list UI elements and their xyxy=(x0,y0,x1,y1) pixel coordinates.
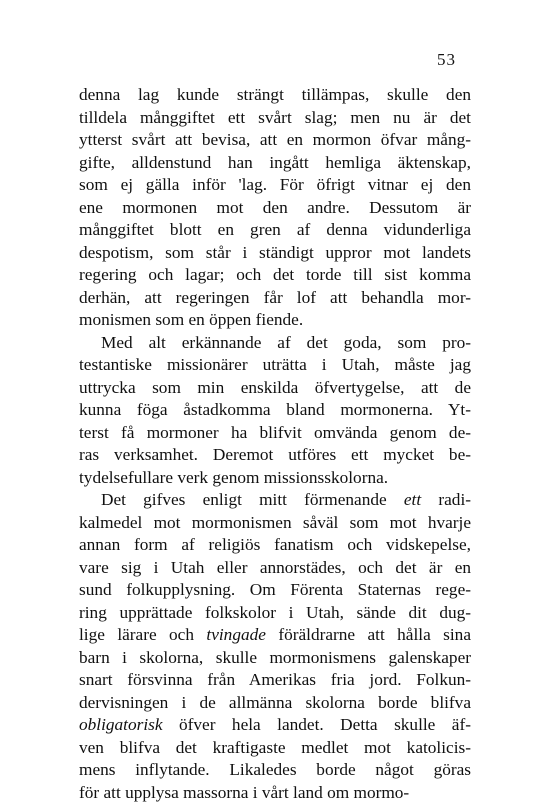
line-text-after: öfver hela landet. Detta skulle äf- xyxy=(179,715,471,734)
line-text: ras verksamhet. Deremot utföres ett mycket be- xyxy=(79,445,471,464)
line-text: ytterst svårt att bevisa, att en mormon öfvar mång- xyxy=(79,130,471,149)
text-line xyxy=(79,602,471,625)
text-line xyxy=(79,714,471,737)
text-line xyxy=(79,219,471,242)
text-line xyxy=(79,152,471,175)
emphasized-word: tvingade xyxy=(206,625,266,644)
line-text: vare sig i Utah eller annorstädes, och det är en xyxy=(79,558,471,577)
text-line xyxy=(79,489,471,512)
emphasized-word: ett xyxy=(404,490,421,509)
text-line xyxy=(79,377,471,400)
line-text: ene mormonen mot den andre. Dessutom är xyxy=(79,198,471,217)
paragraph xyxy=(79,332,471,490)
line-text: sund folkupplysning. Om Förenta Staternas rege- xyxy=(79,580,471,599)
text-line xyxy=(79,579,471,602)
text-line xyxy=(79,692,471,715)
line-text: regering och lagar; och det torde till sist komma xyxy=(79,265,471,284)
line-text: för att upplysa massorna i vårt land om mormo- xyxy=(79,783,409,802)
line-text: som ej gälla inför 'lag. För öfrigt vitnar ej den xyxy=(79,175,471,194)
line-text-after: radi- xyxy=(438,490,471,509)
text-line xyxy=(79,467,471,490)
text-line xyxy=(79,782,471,804)
text-line xyxy=(79,422,471,445)
text-line xyxy=(79,557,471,580)
line-text: annan form af religiös fanatism och vidskepelse, xyxy=(79,535,471,554)
text-line xyxy=(79,84,471,107)
text-line xyxy=(79,174,471,197)
line-text: terst få mormoner ha blifvit omvända genom de- xyxy=(79,423,471,442)
line-text: Med alt erkännande af det goda, som pro- xyxy=(101,333,471,352)
text-line xyxy=(79,264,471,287)
text-line xyxy=(79,624,471,647)
line-text: tilldela månggiftet ett svårt slag; men nu är det xyxy=(79,108,471,127)
line-text: barn i skolorna, skulle mormonismens galenskaper xyxy=(79,648,471,667)
line-text: ring upprättade folkskolor i Utah, sände dit dug- xyxy=(79,603,471,622)
line-text: tydelsefullare verk genom missionsskolorna. xyxy=(79,468,388,487)
line-text: snart försvinna från Amerikas fria jord. Folkun- xyxy=(79,670,471,689)
emphasized-word: obligatorisk xyxy=(79,715,163,734)
text-line xyxy=(79,309,471,332)
text-line xyxy=(79,129,471,152)
text-line xyxy=(79,287,471,310)
text-line xyxy=(79,534,471,557)
text-line xyxy=(79,399,471,422)
line-text-after: föräldrarne att hålla sina xyxy=(278,625,471,644)
paragraph xyxy=(79,84,471,332)
line-text: derhän, att regeringen får lof att behandla mor- xyxy=(79,288,471,307)
line-text: kalmedel mot mormonismen såväl som mot hvarje xyxy=(79,513,471,532)
line-text: kunna föga åstadkomma bland mormonerna. Yt- xyxy=(79,400,471,419)
line-text: testantiske missionärer uträtta i Utah, måste jag xyxy=(79,355,471,374)
text-line xyxy=(79,197,471,220)
line-text: denna lag kunde strängt tillämpas, skulle den xyxy=(79,85,471,104)
text-line xyxy=(79,332,471,355)
text-line xyxy=(79,444,471,467)
text-line xyxy=(79,107,471,130)
paragraph xyxy=(79,489,471,804)
line-text: despotism, som står i ständigt uppror mot landets xyxy=(79,243,471,262)
line-text: lige lärare och xyxy=(79,625,194,644)
line-text: uttrycka som min enskilda öfvertygelse, att de xyxy=(79,378,471,397)
text-line xyxy=(79,737,471,760)
line-text: mens inflytande. Likaledes borde något göras xyxy=(79,760,471,779)
text-line xyxy=(79,512,471,535)
text-line xyxy=(79,669,471,692)
line-text: dervisningen i de allmänna skolorna borde blifva xyxy=(79,693,471,712)
line-text: ven blifva det kraftigaste medlet mot katolicis- xyxy=(79,738,471,757)
text-line xyxy=(79,759,471,782)
text-line xyxy=(79,242,471,265)
line-text: gifte, alldenstund han ingått hemliga äktenskap, xyxy=(79,153,471,172)
text-line xyxy=(79,354,471,377)
page-number: 53 xyxy=(424,50,456,70)
line-text: Det gifves enligt mitt förmenande xyxy=(101,490,387,509)
text-line xyxy=(79,647,471,670)
line-text: månggiftet blott en gren af denna vidunderliga xyxy=(79,220,471,239)
line-text: monismen som en öppen fiende. xyxy=(79,310,303,329)
body-text xyxy=(79,84,471,804)
